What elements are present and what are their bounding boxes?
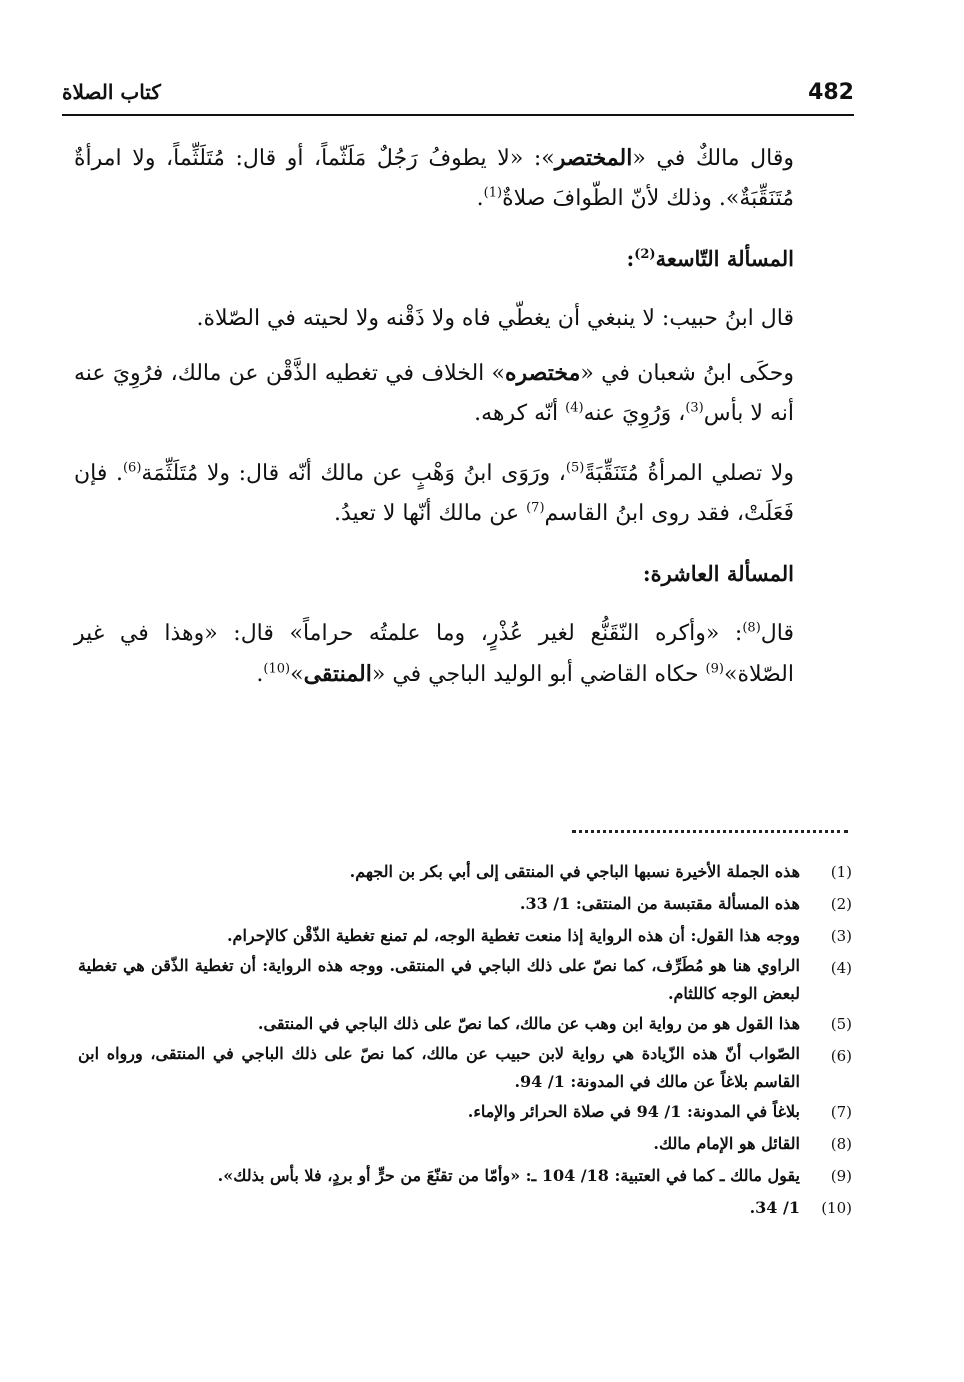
text-run: » الخلاف في تغطيه الذَّقْن عن مالك، فرُوِيَ عنه أنه لا بأس <box>74 361 794 426</box>
paragraph-2: قال ابنُ حبيب: لا ينبغي أن يغطّي فاه ولا ذَقْنه ولا لحيته في الصّلاة. <box>196 306 794 331</box>
footnote-text: الراوي هنا هو مُطَرِّف، كما نصّ على ذلك الباجي في المنتقى. ووجه هذه الرواية: أن تغطية الذّقن هي تغطية لبعض الوجه كاللثام. <box>78 956 800 1003</box>
text-run: قال <box>760 621 794 646</box>
footnote-text: يقول مالك ـ كما في العتبية: 18/ 104 ـ: «وأمّا من تقنّعَ من حرٍّ أو بردٍ، فلا بأس بذلك». <box>217 1166 800 1185</box>
footnotes-list <box>78 856 852 1224</box>
footnote-number: (2) <box>830 895 852 913</box>
page-header <box>62 74 854 116</box>
running-title: كتاب الصلاة <box>62 80 161 104</box>
footnote-text: بلاغاً في المدونة: 1/ 94 في صلاة الحرائر والإماء. <box>467 1102 800 1121</box>
footnote-number: (9) <box>830 1167 852 1185</box>
footnote-ref-5[interactable]: (5) <box>565 460 585 476</box>
text-run: وقال مالكٌ في « <box>632 146 794 171</box>
footnote-number: (5) <box>830 1015 852 1033</box>
paragraph-4 <box>74 454 794 534</box>
book-title-mukhtasaruhu: مختصره <box>505 360 581 386</box>
text-run: ولا تصلي المرأةُ مُتَنَقِّبَةً <box>584 461 794 486</box>
main-text <box>74 138 794 695</box>
footnote-ref-10[interactable]: (10) <box>263 661 291 677</box>
text-run: . <box>476 186 484 211</box>
footnote-number: (7) <box>830 1103 852 1121</box>
paragraph-3 <box>74 353 794 434</box>
heading-ninth-issue <box>74 239 794 279</box>
footnote-item <box>78 856 852 888</box>
text-run: : «وأكره النّقَنُّع لغير عُذْرٍ، وما علمتُه حراماً» قال: «وهذا في غير الصّلاة» <box>74 621 794 687</box>
paragraph-5 <box>74 614 794 695</box>
footnote-item <box>78 1040 852 1096</box>
footnote-number: (6) <box>830 1047 852 1065</box>
footnote-ref-4[interactable]: (4) <box>565 400 584 416</box>
footnote-ref-7[interactable]: (7) <box>526 500 545 516</box>
footnote-text: هذه المسألة مقتبسة من المنتقى: 1/ 33. <box>519 894 800 913</box>
footnote-ref-9[interactable]: (9) <box>705 661 724 677</box>
footnote-item <box>78 1128 852 1160</box>
footnote-text: القائل هو الإمام مالك. <box>653 1134 800 1153</box>
footnote-ref-6[interactable]: (6) <box>122 460 142 476</box>
footnote-text: هذا القول هو من رواية ابن وهب عن مالك، كما نصّ على ذلك الباجي في المنتقى. <box>257 1014 800 1033</box>
text-run: . فإن فَعَلَتْ، فقد روى ابنُ القاسم <box>74 461 794 526</box>
footnote-item <box>78 1096 852 1128</box>
footnote-separator <box>572 830 848 833</box>
footnote-text: الصّواب أنّ هذه الزّيادة هي رواية لابن حبيب عن مالك، كما نصّ على ذلك الباجي في المنتقى، ورواه ابن القاسم بلاغاً عن مالك في المدونة: 1/ 94. <box>78 1044 800 1091</box>
text-run: : <box>626 246 635 271</box>
footnote-number: (4) <box>830 959 852 977</box>
text-run: ، ورَوَى ابنُ وَهْبٍ عن مالك أنّه قال: ولا مُتَلَثِّمَة <box>141 461 566 486</box>
footnote-text: هذه الجملة الأخيرة نسبها الباجي في المنتقى إلى أبي بكر بن الجهم. <box>349 862 800 881</box>
footnote-item <box>78 952 852 1008</box>
footnote-ref-2[interactable]: (2) <box>634 247 656 262</box>
footnote-ref-1[interactable]: (1) <box>483 185 503 201</box>
text-run: ، وَرُوِيَ عنه <box>583 401 686 426</box>
footnote-text: ووجه هذا القول: أن هذه الرواية إذا منعت تغطية الوجه، لم تمنع تغطية الذّقْن كالإحرام. <box>226 926 800 945</box>
footnote-item <box>78 1192 852 1224</box>
footnote-item <box>78 888 852 920</box>
footnote-ref-8[interactable]: (8) <box>742 620 761 636</box>
footnote-text: 1/ 34. <box>749 1198 800 1217</box>
heading-text: المسألة التّاسعة <box>655 246 794 271</box>
text-run: . <box>256 662 264 687</box>
footnote-item <box>78 1008 852 1040</box>
text-run: أنّه كرهه. <box>474 401 566 426</box>
page-number: 482 <box>808 80 854 105</box>
text-run: وحكَى ابنُ شعبان في « <box>580 361 794 386</box>
footnote-item <box>78 1160 852 1192</box>
footnote-number: (1) <box>830 863 852 881</box>
heading-tenth-issue: المسألة العاشرة: <box>642 561 794 586</box>
footnote-number: (8) <box>830 1135 852 1153</box>
text-run: حكاه القاضي أبو الوليد الباجي في « <box>371 662 706 687</box>
footnote-ref-3[interactable]: (3) <box>685 400 704 416</box>
footnote-item <box>78 920 852 952</box>
text-run: » <box>290 662 304 687</box>
footnote-number: (3) <box>830 927 852 945</box>
text-run: عن مالك أنّها لا تعيدُ. <box>333 501 527 526</box>
paragraph-1 <box>74 138 794 219</box>
text-run: »: «لا يطوفُ رَجُلٌ مَلَثّماً، أو قال: مُتَلَثِّماً، ولا امرأةٌ مُتَنَقِّبَةٌ». وذلك لأنّ الطّوافَ صلاةٌ <box>74 146 794 211</box>
book-title-mukhtasar: المختصر <box>554 145 633 171</box>
footnote-number: (10) <box>821 1199 852 1217</box>
book-title-muntaqa: المنتقى <box>303 661 372 687</box>
